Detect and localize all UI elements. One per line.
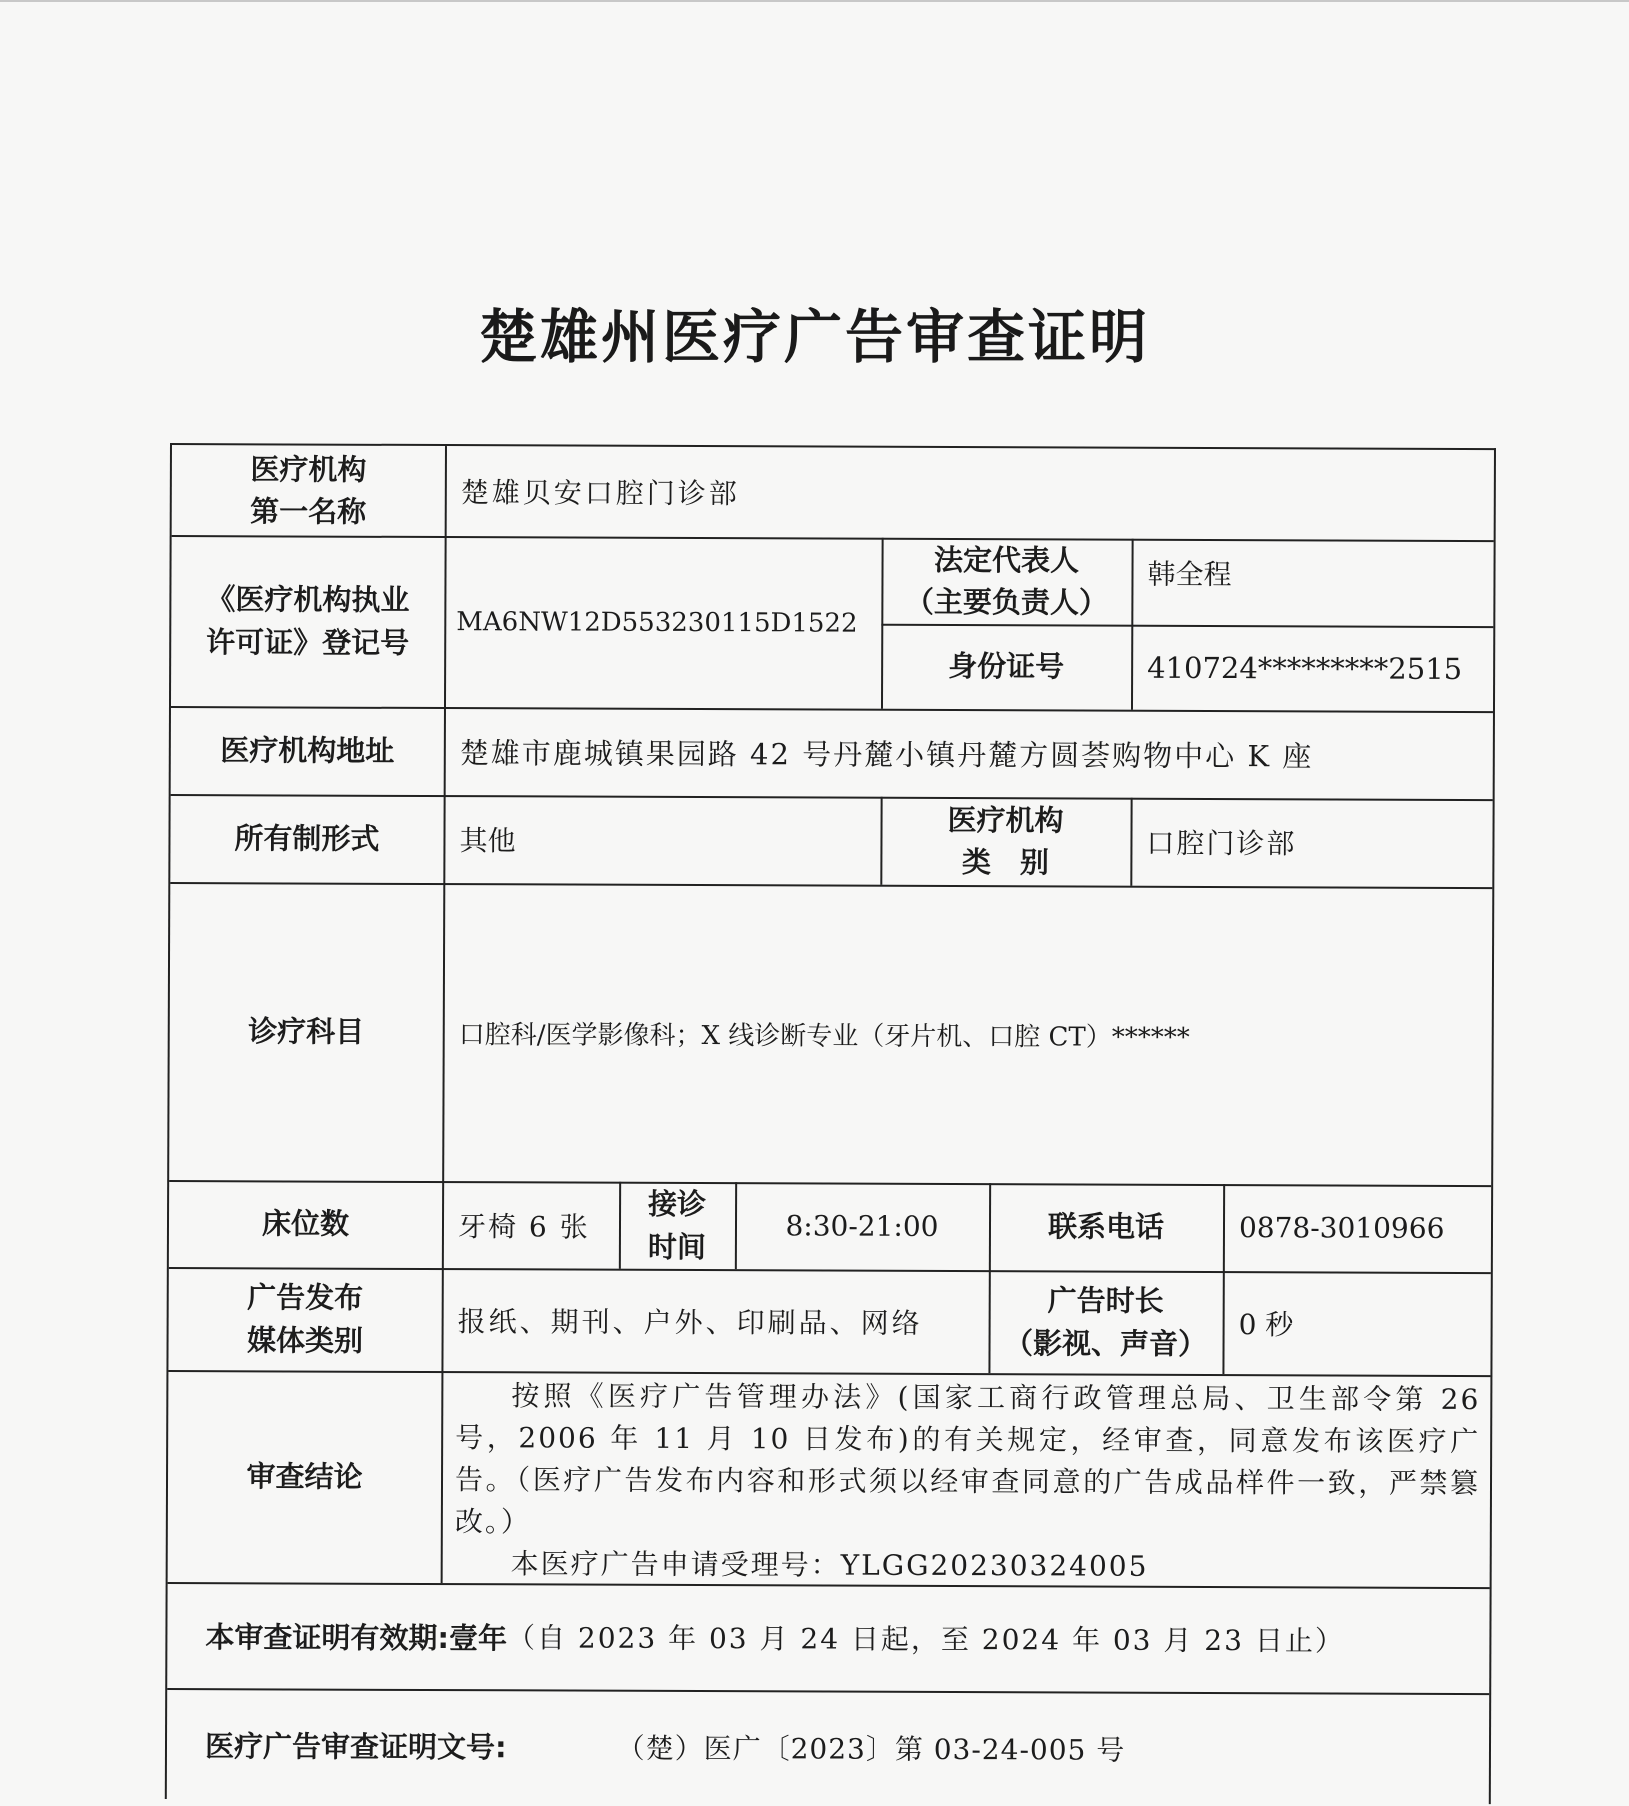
certificate-number-row — [167, 1688, 1493, 1806]
review-certificate-form — [165, 443, 1496, 1804]
hours-label-line1: 接诊 — [647, 1187, 707, 1222]
validity-period: （自 2023 年 03 月 24 日起，至 2024 年 03 月 23 日止） — [506, 1621, 1345, 1658]
certificate-number-value: （楚）医广〔2023〕第 03-24-005 号 — [616, 1731, 1126, 1767]
institution-name-value: 楚雄贝安口腔门诊部 — [460, 476, 740, 511]
conclusion-text — [441, 1371, 1495, 1587]
institution-name-label-line1: 医疗机构 — [250, 452, 367, 487]
media-label-line2: 媒体类别 — [246, 1322, 364, 1358]
departments-label: 诊疗科目 — [248, 1014, 365, 1049]
license-label-line1: 《医疗机构执业 — [206, 582, 410, 618]
page-top-edge — [0, 0, 1629, 2]
departments-value: 口腔科/医学影像科；X 线诊断专业（牙片机、口腔 CT）****** — [458, 1019, 1190, 1053]
conclusion-paragraph: 按照《医疗广告管理办法》(国家工商行政管理总局、卫生部令第 26 号，2006 年 11 月 10 日发布)的有关规定，经审查，同意发布该医疗广告。（医疗广告发布内容和形式须以经审查同意的广告成品样件一致，严禁篡改。） — [454, 1379, 1481, 1539]
address-label: 医疗机构地址 — [220, 733, 395, 768]
validity-label: 本审查证明有效期:壹年 — [205, 1619, 508, 1655]
address-value: 楚雄市鹿城镇果园路 42 号丹麓小镇丹麓方圆荟购物中心 K 座 — [459, 735, 1314, 773]
license-label — [171, 535, 445, 707]
institution-type-label-line2: 类 别 — [961, 845, 1049, 880]
phone-value: 0878-3010966 — [1238, 1211, 1445, 1245]
legal-representative-label — [881, 538, 1131, 625]
document-title: 楚雄州医疗广告审查证明 — [478, 303, 1150, 371]
legal-representative-label-line2: （主要负责人） — [904, 584, 1108, 620]
ownership-value: 其他 — [459, 824, 516, 858]
institution-name-label — [172, 445, 445, 536]
legal-representative-label-line1: 法定代表人 — [933, 542, 1080, 578]
hours-value: 8:30-21:00 — [785, 1209, 939, 1243]
legal-representative-value: 韩全程 — [1147, 557, 1232, 592]
hours-label-line2: 时间 — [647, 1229, 706, 1264]
institution-type-value: 口腔门诊部 — [1146, 826, 1297, 861]
validity-row — [167, 1582, 1493, 1693]
institution-name-label-line2: 第一名称 — [250, 494, 367, 529]
institution-type-label — [880, 797, 1130, 886]
media-value: 报纸、期刊、户外、印刷品、网络 — [457, 1304, 923, 1340]
institution-type-label-line1: 医疗机构 — [947, 802, 1064, 838]
beds-value: 牙椅 6 张 — [457, 1209, 590, 1244]
application-number: 本医疗广告申请受理号：YLGG20230324005 — [510, 1547, 1149, 1583]
duration-label — [988, 1270, 1222, 1374]
phone-label: 联系电话 — [1047, 1209, 1165, 1245]
conclusion-label: 审查结论 — [246, 1459, 363, 1494]
duration-label-line2: （影视、声音） — [1003, 1325, 1208, 1361]
id-number-value: 410724*********2515 — [1147, 650, 1463, 686]
duration-value: 0 秒 — [1238, 1307, 1294, 1341]
id-number-label: 身份证号 — [948, 649, 1065, 684]
media-label-line1: 广告发布 — [247, 1280, 364, 1316]
beds-label: 床位数 — [261, 1206, 350, 1242]
hours-label — [619, 1182, 735, 1269]
certificate-number-label: 医疗广告审查证明文号: — [204, 1729, 507, 1765]
ownership-label: 所有制形式 — [234, 821, 380, 856]
license-label-line2: 许可证》登记号 — [206, 624, 410, 660]
license-number-value: MA6NW12D553230115D1522 — [456, 606, 858, 639]
media-label — [168, 1267, 441, 1371]
duration-label-line1: 广告时长 — [1047, 1283, 1164, 1319]
